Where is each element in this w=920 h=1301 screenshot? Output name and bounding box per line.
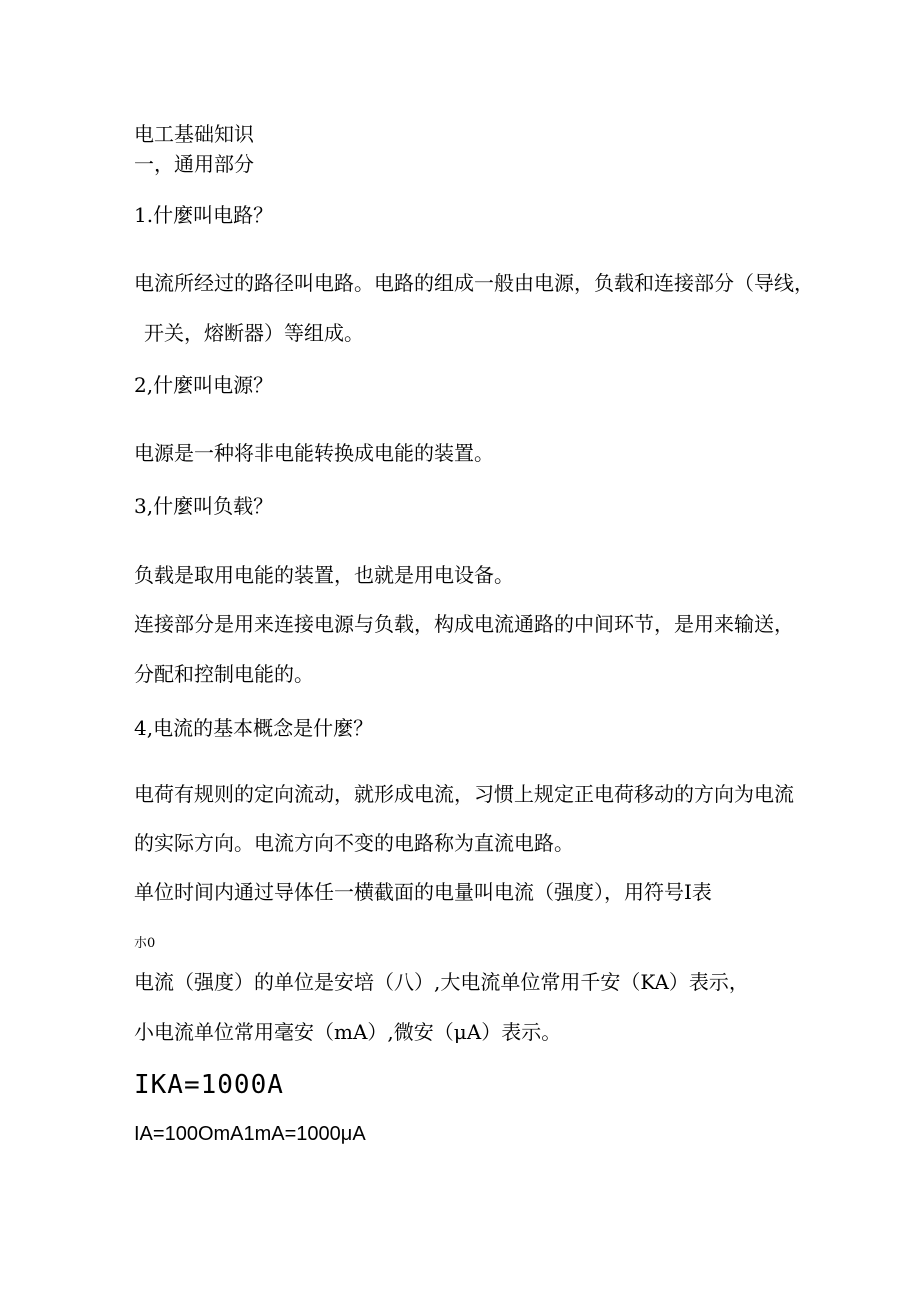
paragraph-line: 电源是一种将非电能转换成电能的装置。 — [134, 441, 494, 465]
question-4: 4,电流的基本概念是什麼？ — [134, 716, 374, 740]
garbled-fragment: 朩0 — [134, 936, 156, 951]
paragraph-line: 开关，熔断器）等组成。 — [144, 321, 364, 345]
paragraph-line: 电荷有规则的定向流动，就形成电流，习惯上规定正电荷移动的方向为电流 — [134, 782, 794, 806]
question-3: 3,什麼叫负载？ — [134, 494, 274, 518]
paragraph-line: 的实际方向。电流方向不变的电路称为直流电路。 — [134, 831, 574, 855]
paragraph-line: 电流（强度）的单位是安培（八）,大电流单位常用千安（KA）表示， — [134, 970, 749, 994]
section-heading: 一，通用部分 — [134, 152, 254, 176]
question-2: 2,什麼叫电源？ — [134, 373, 274, 397]
paragraph-line: 负载是取用电能的装置，也就是用电设备。 — [134, 563, 514, 587]
formula-ka: IKA=1000A — [134, 1070, 284, 1100]
paragraph-line: 单位时间内通过导体任一横截面的电量叫电流（强度），用符号I表 — [134, 880, 712, 904]
paragraph-line: 分配和控制电能的。 — [134, 662, 314, 686]
paragraph-line: 电流所经过的路径叫电路。电路的组成一般由电源，负载和连接部分（导线， — [134, 271, 814, 295]
question-1: 1.什麼叫电路？ — [134, 203, 274, 227]
doc-title: 电工基础知识 — [134, 122, 254, 146]
paragraph-line: 小电流单位常用毫安（mA）,微安（μA）表示。 — [134, 1020, 562, 1044]
paragraph-line: 连接部分是用来连接电源与负载，构成电流通路的中间环节，是用来输送， — [134, 612, 794, 636]
formula-ma: IA=100OmA1mA=1000μA — [134, 1123, 366, 1145]
